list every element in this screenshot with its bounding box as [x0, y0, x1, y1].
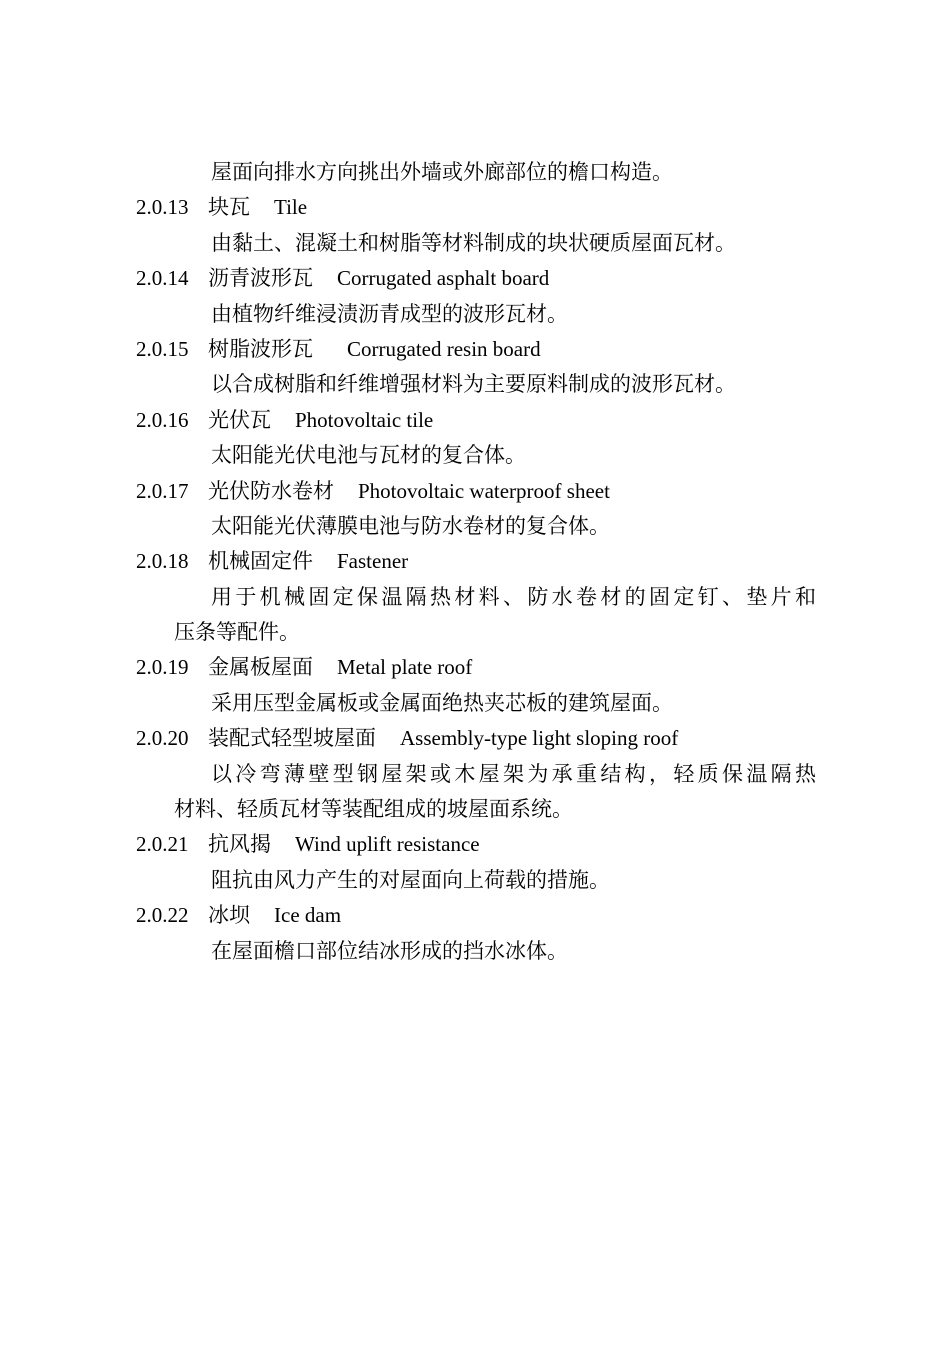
term-chinese: 块瓦	[208, 195, 250, 220]
term-chinese: 机械固定件	[208, 549, 313, 574]
term-chinese: 抗风揭	[208, 832, 271, 857]
term-number: 2.0.15	[136, 336, 189, 361]
term-chinese: 金属板屋面	[208, 655, 313, 680]
term-number: 2.0.22	[136, 903, 189, 928]
terms-section	[0, 155, 950, 969]
term-heading-2-0-14	[0, 261, 950, 296]
term-chinese: 冰坝	[208, 903, 250, 928]
term-chinese: 光伏防水卷材	[208, 478, 334, 503]
term-chinese: 光伏瓦	[208, 407, 271, 432]
term-definition: 太阳能光伏电池与瓦材的复合体。	[211, 443, 526, 468]
term-definition: 阻抗由风力产生的对屋面向上荷载的措施。	[211, 867, 610, 892]
term-heading-2-0-20	[0, 721, 950, 756]
term-heading-2-0-13	[0, 190, 950, 225]
term-heading-2-0-22	[0, 898, 950, 933]
term-definition: 太阳能光伏薄膜电池与防水卷材的复合体。	[211, 513, 610, 538]
term-heading-2-0-21	[0, 827, 950, 862]
term-chinese: 沥青波形瓦	[208, 266, 313, 291]
term-number: 2.0.14	[136, 266, 189, 291]
term-english: Corrugated resin board	[347, 336, 541, 361]
term-definition-continued: 材料、轻质瓦材等装配组成的坡屋面系统。	[174, 797, 573, 822]
intro-continuation: 屋面向排水方向挑出外墙或外廊部位的檐口构造。	[211, 160, 673, 184]
term-number: 2.0.21	[136, 832, 189, 857]
term-english: Wind uplift resistance	[295, 832, 480, 857]
term-english: Metal plate roof	[337, 655, 473, 680]
term-heading-2-0-15	[0, 332, 950, 367]
term-definition: 在屋面檐口部位结冰形成的挡水冰体。	[211, 938, 568, 963]
term-heading-2-0-19	[0, 650, 950, 685]
term-english: Assembly-type light sloping roof	[400, 726, 679, 751]
term-number: 2.0.13	[136, 195, 189, 220]
term-heading-2-0-17	[0, 474, 950, 509]
term-definition-continued: 压条等配件。	[174, 620, 300, 645]
term-number: 2.0.17	[136, 478, 189, 503]
term-english: Photovoltaic tile	[295, 407, 434, 432]
term-definition: 由黏土、混凝土和树脂等材料制成的块状硬质屋面瓦材。	[211, 230, 736, 255]
term-english: Corrugated asphalt board	[337, 266, 550, 291]
term-number: 2.0.19	[136, 655, 189, 680]
term-chinese: 装配式轻型坡屋面	[208, 726, 376, 751]
term-definition: 采用压型金属板或金属面绝热夹芯板的建筑屋面。	[211, 690, 673, 715]
term-english: Photovoltaic waterproof sheet	[358, 478, 610, 503]
term-heading-2-0-18	[0, 544, 950, 579]
term-english: Tile	[274, 195, 308, 220]
term-number: 2.0.16	[136, 407, 189, 432]
term-number: 2.0.18	[136, 549, 189, 574]
term-chinese: 树脂波形瓦	[208, 336, 313, 361]
term-english: Ice dam	[274, 903, 342, 928]
term-definition: 以合成树脂和纤维增强材料为主要原料制成的波形瓦材。	[211, 372, 736, 397]
term-definition: 以冷弯薄壁型钢屋架或木屋架为承重结构，轻质保温隔热	[211, 761, 816, 786]
term-definition: 由植物纤维浸渍沥青成型的波形瓦材。	[211, 301, 568, 326]
term-definition: 用于机械固定保温隔热材料、防水卷材的固定钉、垫片和	[211, 584, 816, 609]
term-number: 2.0.20	[136, 726, 189, 751]
term-english: Fastener	[337, 549, 409, 574]
term-heading-2-0-16	[0, 403, 950, 438]
